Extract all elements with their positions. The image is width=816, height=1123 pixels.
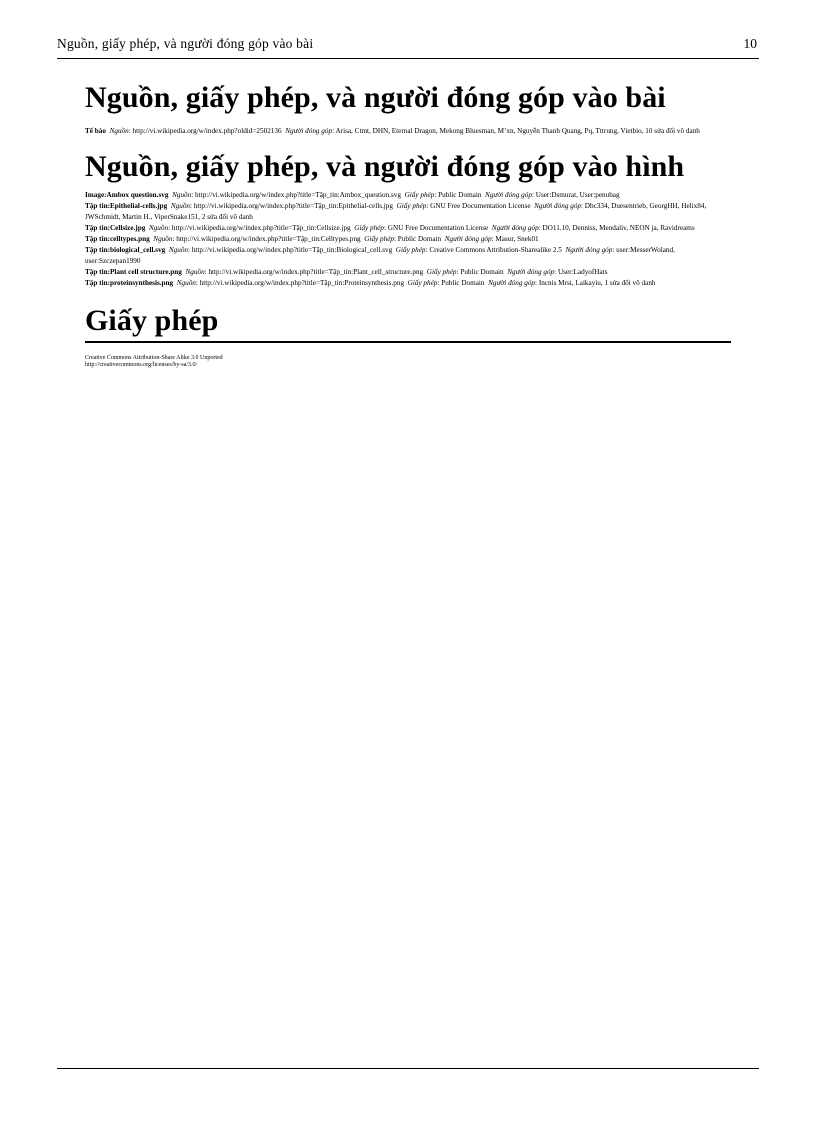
license-label: Giấy phép xyxy=(354,224,384,232)
license-text xyxy=(85,355,731,369)
source-url: : http://vi.wikipedia.org/w/index.php?title=Tập_tin:Epithelial-cells.jpg xyxy=(190,202,393,210)
page-content xyxy=(85,80,731,369)
entry-title: Tập tin:biological_cell.svg xyxy=(85,246,166,254)
contributors-label: Người đóng góp xyxy=(507,268,555,276)
image-source-entry xyxy=(85,190,731,201)
license-label: Giấy phép xyxy=(396,202,427,210)
license-name: : Public Domain xyxy=(394,235,442,243)
entry-title: Tế bào xyxy=(85,127,106,135)
image-source-entry xyxy=(85,223,731,234)
contributors-list: : User:Dsmurat, User:penubag xyxy=(531,191,620,199)
source-label: Nguồn xyxy=(172,191,192,199)
source-url: : http://vi.wikipedia.org/w/index.php?oldid=2502136 xyxy=(128,127,282,135)
contributors-list: : Dbc334, Duesentrieb, GeorgHH, Helix84, JWSchmidt, Martin H., ViperSnake151, 2 sửa đổi vô danh xyxy=(85,202,707,221)
source-url: : http://vi.wikipedia.org/w/index.php?title=Tập_tin:Plant_cell_structure.png xyxy=(204,268,424,276)
page-number: 10 xyxy=(743,36,757,51)
license-name: : Public Domain xyxy=(434,191,482,199)
entry-title: Tập tin:celltypes.png xyxy=(85,235,150,243)
contributors-list: : DO11.10, Denniss, Mendaliv, NEON ja, Ravidreams xyxy=(538,224,695,232)
entry-title: Tập tin:Cellsize.jpg xyxy=(85,224,146,232)
license-name: : GNU Free Documentation License xyxy=(384,224,489,232)
page-footer-rule xyxy=(57,1068,759,1069)
source-url: : http://vi.wikipedia.org/w/index.php?title=Tập_tin:Celltypes.png xyxy=(172,235,361,243)
license-label: Giấy phép xyxy=(395,246,426,254)
source-label: Nguồn xyxy=(109,127,129,135)
contributors-label: Người đóng góp xyxy=(285,127,333,135)
source-label: Nguồn xyxy=(176,279,196,287)
image-source-entry xyxy=(85,267,731,278)
article-sources-heading: Nguồn, giấy phép, và người đóng góp vào bài xyxy=(85,81,666,114)
image-source-list xyxy=(85,190,731,289)
contributors-list: : Masur, Snek01 xyxy=(491,235,539,243)
source-label: Nguồn xyxy=(148,224,169,232)
source-url: : http://vi.wikipedia.org/w/index.php?title=Tập_tin:Cellsize.jpg xyxy=(168,224,351,232)
entry-title: Tập tin:proteinsynthesis.png xyxy=(85,279,174,287)
license-name: : Creative Commons Attribution-Sharealike 2.5 xyxy=(425,246,562,254)
license-label: Giấy phép xyxy=(404,191,435,199)
source-url: : http://vi.wikipedia.org/w/index.php?title=Tập_tin:Biological_cell.svg xyxy=(188,246,393,254)
contributors-list: : user:MesserWoland, user:Szczepan1990 xyxy=(85,246,675,265)
license-name: : Public Domain xyxy=(456,268,504,276)
license-name-line: Creative Commons Attribution-Share Alike 3.0 Unported xyxy=(85,355,223,361)
source-label: Nguồn xyxy=(185,268,205,276)
source-label: Nguồn xyxy=(170,202,191,210)
image-source-entry xyxy=(85,201,731,223)
contributors-label: Người đóng góp xyxy=(565,246,613,254)
source-label: Nguồn xyxy=(153,235,173,243)
license-name: : GNU Free Documentation License xyxy=(426,202,531,210)
license-label: Giấy phép xyxy=(364,235,394,243)
article-source-entry xyxy=(85,126,731,137)
license-label: Giấy phép xyxy=(407,279,438,287)
entry-title: Image:Ambox question.svg xyxy=(85,191,169,199)
contributors-label: Người đóng góp xyxy=(485,191,532,199)
contributors-list: : Arisa, Ctmt, DHN, Eternal Dragon, Mekong Bluesman, M’xn, Nguyễn Thanh Quang, Pq, Tttrung, Vietbio, 10 sửa đổi vô danh xyxy=(332,127,700,135)
source-label: Nguồn xyxy=(168,246,189,254)
image-source-entry xyxy=(85,245,731,267)
image-source-entry xyxy=(85,234,731,245)
contributors-label: Người đóng góp xyxy=(444,235,492,243)
license-label: Giấy phép xyxy=(426,268,457,276)
contributors-list: : User:LadyofHats xyxy=(554,268,608,276)
contributors-list: : Incnis Mrsi, Laikayiu, 1 sửa đổi vô danh xyxy=(535,279,656,287)
source-url: : http://vi.wikipedia.org/w/index.php?title=Tập_tin:Proteinsynthesis.png xyxy=(195,279,405,287)
contributors-label: Người đóng góp xyxy=(488,279,536,287)
entry-title: Tập tin:Plant cell structure.png xyxy=(85,268,182,276)
page-header xyxy=(57,36,759,59)
license-name: : Public Domain xyxy=(437,279,485,287)
contributors-label: Người đóng góp xyxy=(491,224,539,232)
running-header-title: Nguồn, giấy phép, và người đóng góp vào bài xyxy=(57,36,314,51)
license-heading: Giấy phép xyxy=(85,303,731,343)
license-url-line: http://creativecommons.org/licenses/by-sa/3.0/ xyxy=(85,362,198,368)
contributors-label: Người đóng góp xyxy=(534,202,582,210)
image-source-entry xyxy=(85,278,731,289)
entry-title: Tập tin:Epithelial-cells.jpg xyxy=(85,202,168,210)
image-sources-heading: Nguồn, giấy phép, và người đóng góp vào hình xyxy=(85,150,685,183)
source-url: : http://vi.wikipedia.org/w/index.php?title=Tập_tin:Ambox_question.svg xyxy=(191,191,401,199)
